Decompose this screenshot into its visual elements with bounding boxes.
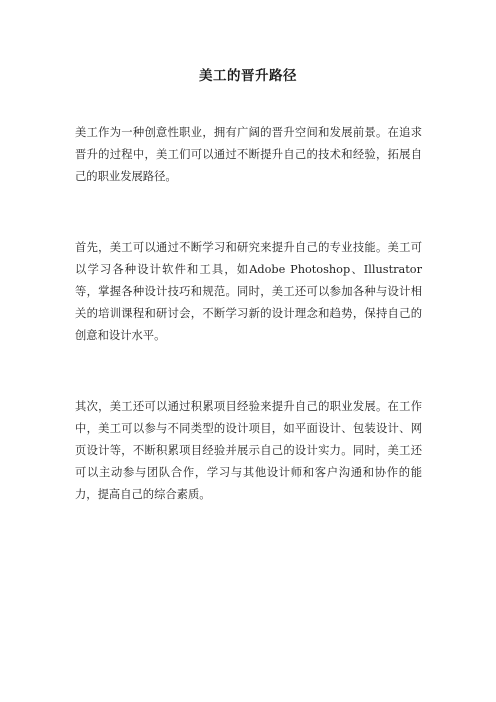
paragraph-skills: 首先，美工可以通过不断学习和研究来提升自己的专业技能。美工可以学习各种设计软件和工具，如Adobe Photoshop、Illustrator等，掌握各种设计技巧和规范。同时，美工还可以参加各种与设计相关的培训课程和研讨会，不断学习新的设计理念和趋势，保持自己的创意和设计水平。 (75, 241, 422, 342)
paragraph-experience: 其次，美工还可以通过积累项目经验来提升自己的职业发展。在工作中，美工可以参与不同类型的设计项目，如平面设计、包装设计、网页设计等，不断积累项目经验并展示自己的设计实力。同时，美工还可以主动参与团队合作，学习与其他设计师和客户沟通和协作的能力，提高自己的综合素质。 (75, 400, 422, 501)
document-title: 美工的晋升路径 (199, 68, 297, 84)
paragraph-intro: 美工作为一种创意性职业，拥有广阔的晋升空间和发展前景。在追求晋升的过程中，美工们可以通过不断提升自己的技术和经验，拓展自己的职业发展路径。 (75, 126, 422, 183)
